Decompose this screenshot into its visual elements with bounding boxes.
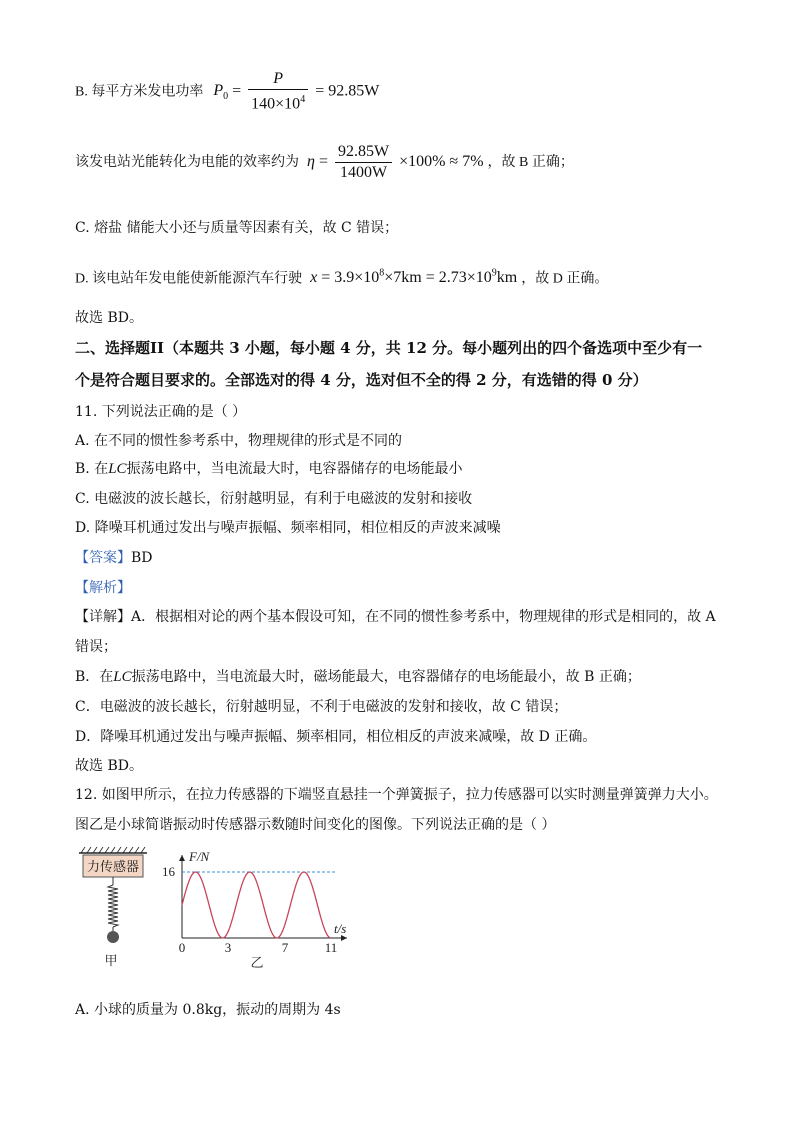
solution-d-line xyxy=(75,264,608,289)
analysis-tag: 【解析】 xyxy=(75,580,131,596)
q12-option-a: A. 小球的质量为 0.8kg，振动的周期为 4s xyxy=(75,1002,341,1018)
detail-a-line-2: 错误； xyxy=(75,639,117,655)
detail-b-line: B．在LC振荡电路中，当电流最大时，磁场能最大，电容器储存的电场能最小，故 B 正确； xyxy=(75,669,641,685)
spring xyxy=(108,885,118,927)
eta-symbol: η xyxy=(307,153,315,171)
detail-a-line-1: 【详解】A．根据相对论的两个基本假设可知，在不同的惯性参考系中，物理规律的形式是相同的，故 A xyxy=(75,609,716,625)
x-tick-0: 0 xyxy=(178,940,186,955)
power-result: = 92.85W xyxy=(315,82,380,100)
q12-figure xyxy=(75,845,375,975)
force-curve xyxy=(182,872,330,938)
x-axis-label: t/s xyxy=(334,921,347,936)
q11-option-b: B. 在LC振荡电路中，当电流最大时，电容器储存的电场能最小 xyxy=(75,461,463,477)
apparatus-jia xyxy=(79,847,147,969)
p0-symbol: $P_0$ xyxy=(213,82,229,103)
x-tick-3: 3 xyxy=(224,940,232,955)
solution-c-line: C. 熔盐 储能大小还与质量等因素有关，故 C 错误； xyxy=(75,220,399,236)
y-axis-arrow xyxy=(179,855,185,861)
section-title-line-2: 个是符合题目要求的。全部选对的得 4 分，选对但不全的得 2 分，有选错的得 0 分） xyxy=(75,371,648,389)
answer-value: BD xyxy=(131,550,153,566)
q11-answer xyxy=(75,548,153,568)
efficiency-fraction: $\frac{92.85W}{1400W}$ xyxy=(335,143,392,182)
y-tick-16: 16 xyxy=(162,864,175,879)
graph-yi xyxy=(162,849,347,971)
ceiling-hatch xyxy=(81,847,145,853)
q11-option-c: C. 电磁波的波长越长，衍射越明显，有利于电磁波的发射和接收 xyxy=(75,491,473,507)
q11-option-a: A. 在不同的惯性参考系中，物理规律的形式是不同的 xyxy=(75,433,403,449)
answer-tag: 【答案】 xyxy=(75,550,131,566)
q11-stem: 11. 下列说法正确的是（ ） xyxy=(75,404,247,420)
efficiency-prefix: 该发电站光能转化为电能的效率约为 xyxy=(75,155,299,171)
x-tick-7: 7 xyxy=(281,940,289,955)
efficiency-line: 该发电站光能转化为电能的效率约为 η = $\frac{92.85W}{1400W}$ ×100% ≈ 7% ，故 B 正确； xyxy=(75,143,574,181)
choose-bd-1: 故选 BD。 xyxy=(75,310,143,326)
solution-d-suffix: ，故 D 正确。 xyxy=(521,271,609,287)
label-jia: 甲 xyxy=(104,954,118,969)
y-axis-label: F/N xyxy=(189,849,210,864)
sensor-label: 力传感器 xyxy=(86,860,140,875)
q11-option-d: D. 降噪耳机通过发出与噪声振幅、频率相同，相位相反的声波来减噪 xyxy=(75,520,501,536)
section-title-line-1: 二、选择题II（本题共 3 小题，每小题 4 分，共 12 分。每小题列出的四个备选项中至少有一 xyxy=(75,339,703,357)
detail-c-line: C．电磁波的波长越长，衍射越明显，不利于电磁波的发射和接收，故 C 错误； xyxy=(75,699,568,715)
x-tick-11: 11 xyxy=(324,940,338,955)
efficiency-suffix: ，故 B 正确； xyxy=(487,155,574,171)
distance-formula: $x = 3.9\times 10^8\times 7km = 2.73\times 10^9km$ xyxy=(310,268,518,287)
choose-bd-2: 故选 BD。 xyxy=(75,758,143,774)
detail-tag: 【详解】 xyxy=(75,609,131,625)
detail-d-line: D．降噪耳机通过发出与噪声振幅、频率相同，相位相反的声波来减噪，故 D 正确。 xyxy=(75,729,597,745)
label-yi: 乙 xyxy=(250,956,264,971)
ball xyxy=(107,931,119,943)
figure-svg xyxy=(75,845,375,975)
solution-d-prefix: D. 该电站年发电能使新能源汽车行驶 xyxy=(75,271,303,287)
q12-stem-line-1: 12. 如图甲所示，在拉力传感器的下端竖直悬挂一个弹簧振子，拉力传感器可以实时测量弹簧弹力大小。 xyxy=(75,787,718,803)
efficiency-rest: ×100% ≈ 7% xyxy=(399,153,484,171)
solution-b-prefix: B. 每平方米发电功率 xyxy=(75,84,204,100)
q12-stem-line-2: 图乙是小球简谐振动时传感器示数随时间变化的图像。下列说法正确的是（ ） xyxy=(75,817,556,833)
solution-b-line: B. 每平方米发电功率 $P_0$ = $\frac{P}{140\times 10^4}$ = 92.85W xyxy=(75,70,380,113)
power-fraction: $\frac{P}{140\times 10^4}$ xyxy=(248,70,308,113)
